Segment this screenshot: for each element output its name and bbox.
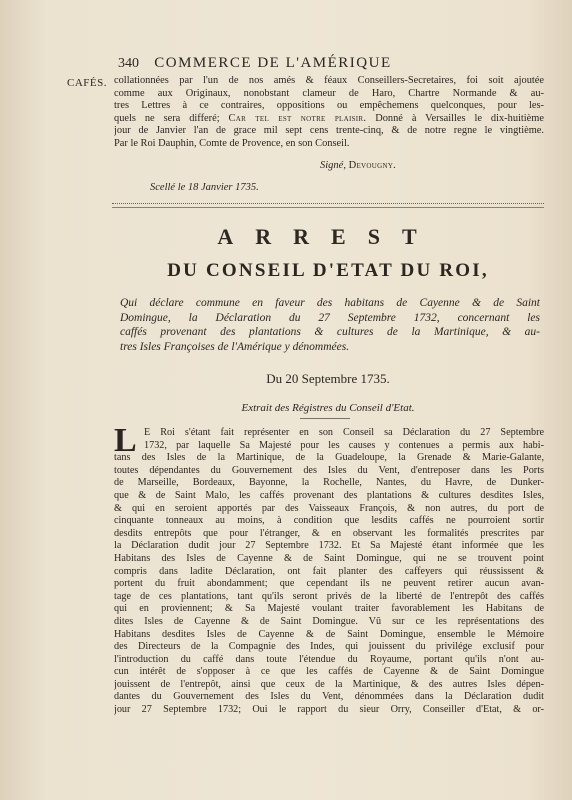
extract-heading: Extrait des Régistres du Conseil d'Etat. <box>241 402 415 414</box>
decree-title: ARREST <box>217 224 439 249</box>
text-fragment: Donné à Versailles le dix-huitième <box>375 112 544 124</box>
summary-line: caffés provenant des plantations & cultures de la Martinique, & au- <box>120 326 540 338</box>
text-line: jour de Janvier l'an de grace mil sept cens trente-cinq, & de notre regne le vingtième. <box>114 125 544 136</box>
text-line: tres Lettres à ce contraires, oppositions ou empêchemens quelconques, pour les- <box>114 100 544 111</box>
body-line: cinquante tonneaux au moins, à condition que lesdits caffés ne pourroient sortir <box>114 515 544 527</box>
signature-name: Devougny. <box>348 160 397 171</box>
text-line: collationnées par l'un de nos amés & féaux Conseillers-Secretaires, foi soit ajoutée <box>114 75 544 86</box>
body-line: jour 27 Septembre 1732; Oui le rapport du sieur Orry, Conseiller d'Etat, & or- <box>114 704 544 716</box>
formula-smallcaps: Car tel est notre plaisir. <box>228 112 367 124</box>
body-line: tage de ces plantations, tant qu'ils seront privés de la liberté de l'entrepôt des caffés <box>114 590 544 602</box>
body-line: toutes dépendantes du Gouvernement des Isles du Vent, d'entreposer dans les Ports <box>114 464 544 476</box>
body-line: portent du fruit abondamment; que cependant ils ne peuvent retirer aucun avan- <box>114 578 544 590</box>
signature-label: Signé, <box>320 160 346 171</box>
divider <box>112 207 544 208</box>
body-line: Habitans des Isles de Cayenne & de Saint Domingue, qui ne se trouvent point <box>114 552 544 564</box>
body-line: & qui en seroient apportés par des Vaisseaux François, & non autres, du port de <box>114 502 544 514</box>
body-line: l'introduction du caffé dans toute l'étendue du Royaume, portant qu'ils n'ont au- <box>114 653 544 665</box>
summary-line: Qui déclare commune en faveur des habitans de Cayenne & de Saint <box>120 297 540 309</box>
divider <box>112 203 544 204</box>
signature <box>320 160 396 171</box>
body-line: que & de Saint Malo, les caffés provenant des plantations & cultures desdites Isles, <box>114 489 544 501</box>
body-line: compris dans ladite Déclaration, ont fait planter des caffeyers qui réussissent & <box>114 565 544 577</box>
text-line: Par le Roi Dauphin, Comte de Provence, en son Conseil. <box>114 137 350 149</box>
running-header <box>118 55 538 72</box>
body-line: cun intérêt de s'opposer à ce que les caffés de Cayenne & de Saint Domingue <box>114 666 544 678</box>
decree-date: Du 20 Septembre 1735. <box>266 371 390 386</box>
summary-line: tres Isles Françoises de l'Amérique y dénommées. <box>120 340 350 353</box>
header-title: COMMERCE DE L'AMÉRIQUE <box>154 55 392 71</box>
body-line: E Roi s'étant fait représenter en son Conseil sa Déclaration du 27 Septembre <box>144 427 544 438</box>
body-line: Habitans desdites Isles de Cayenne & de Saint Domingue, ensemble le Mémoire <box>114 628 544 640</box>
divider <box>300 418 350 419</box>
summary-line: Domingue, la Déclaration du 27 Septembre 1732, concernant les <box>120 311 540 324</box>
page-number: 340 <box>118 56 139 71</box>
body-line: de Marseille, Bordeaux, Bayonne, la Rochelle, Nantes, du Havre, de Dunker- <box>114 477 544 489</box>
body-line: 1732, par laquelle Sa Majesté pour les causes y contenues a permis aux habi- <box>144 439 544 451</box>
text-line: comme aux Originaux, nonobstant clameur de Haro, Chartre Normande & au- <box>114 87 544 99</box>
sealed-date: Scellé le 18 Janvier 1735. <box>150 182 259 193</box>
body-line: la Déclaration dudit jour 27 Septembre 1732. Et Sa Majesté étant informée que les <box>114 540 544 552</box>
body-line: desdits entrepôts que pour l'étranger, & en observant les formalités prescrites par <box>114 527 544 539</box>
body-line: tans des Isles de la Martinique, de la Guadeloupe, la Grenade & Marie-Galante, <box>114 452 544 464</box>
decree-subtitle: DU CONSEIL D'ETAT DU ROI, <box>167 260 489 281</box>
top-paragraph <box>114 75 544 150</box>
text-fragment: quels ne sera differé; <box>114 112 220 124</box>
margin-note: CAFÉS. <box>67 77 107 89</box>
decree-body <box>114 422 544 717</box>
body-line: jouissent de l'entrepôt, ainsi que ceux de la Martinique, & des autres Isles dépen- <box>114 678 544 690</box>
body-line: des Directeurs de la Compagnie des Indes, qui jouissent du privilége exclusif pour <box>114 641 544 653</box>
body-line: qui en proviennent; & Sa Majesté voulant traiter favorablement les Habitans de <box>114 603 544 615</box>
body-line: dantes du Gouvernement des Isles du Vent, dénommées dans la Déclaration dudit <box>114 691 544 703</box>
text-line <box>114 113 544 126</box>
decree-summary <box>120 296 540 354</box>
body-line: dites Isles de Cayenne & de Saint Domingue. Vû sur ce les représentations des <box>114 615 544 627</box>
drop-cap: L <box>114 422 137 459</box>
